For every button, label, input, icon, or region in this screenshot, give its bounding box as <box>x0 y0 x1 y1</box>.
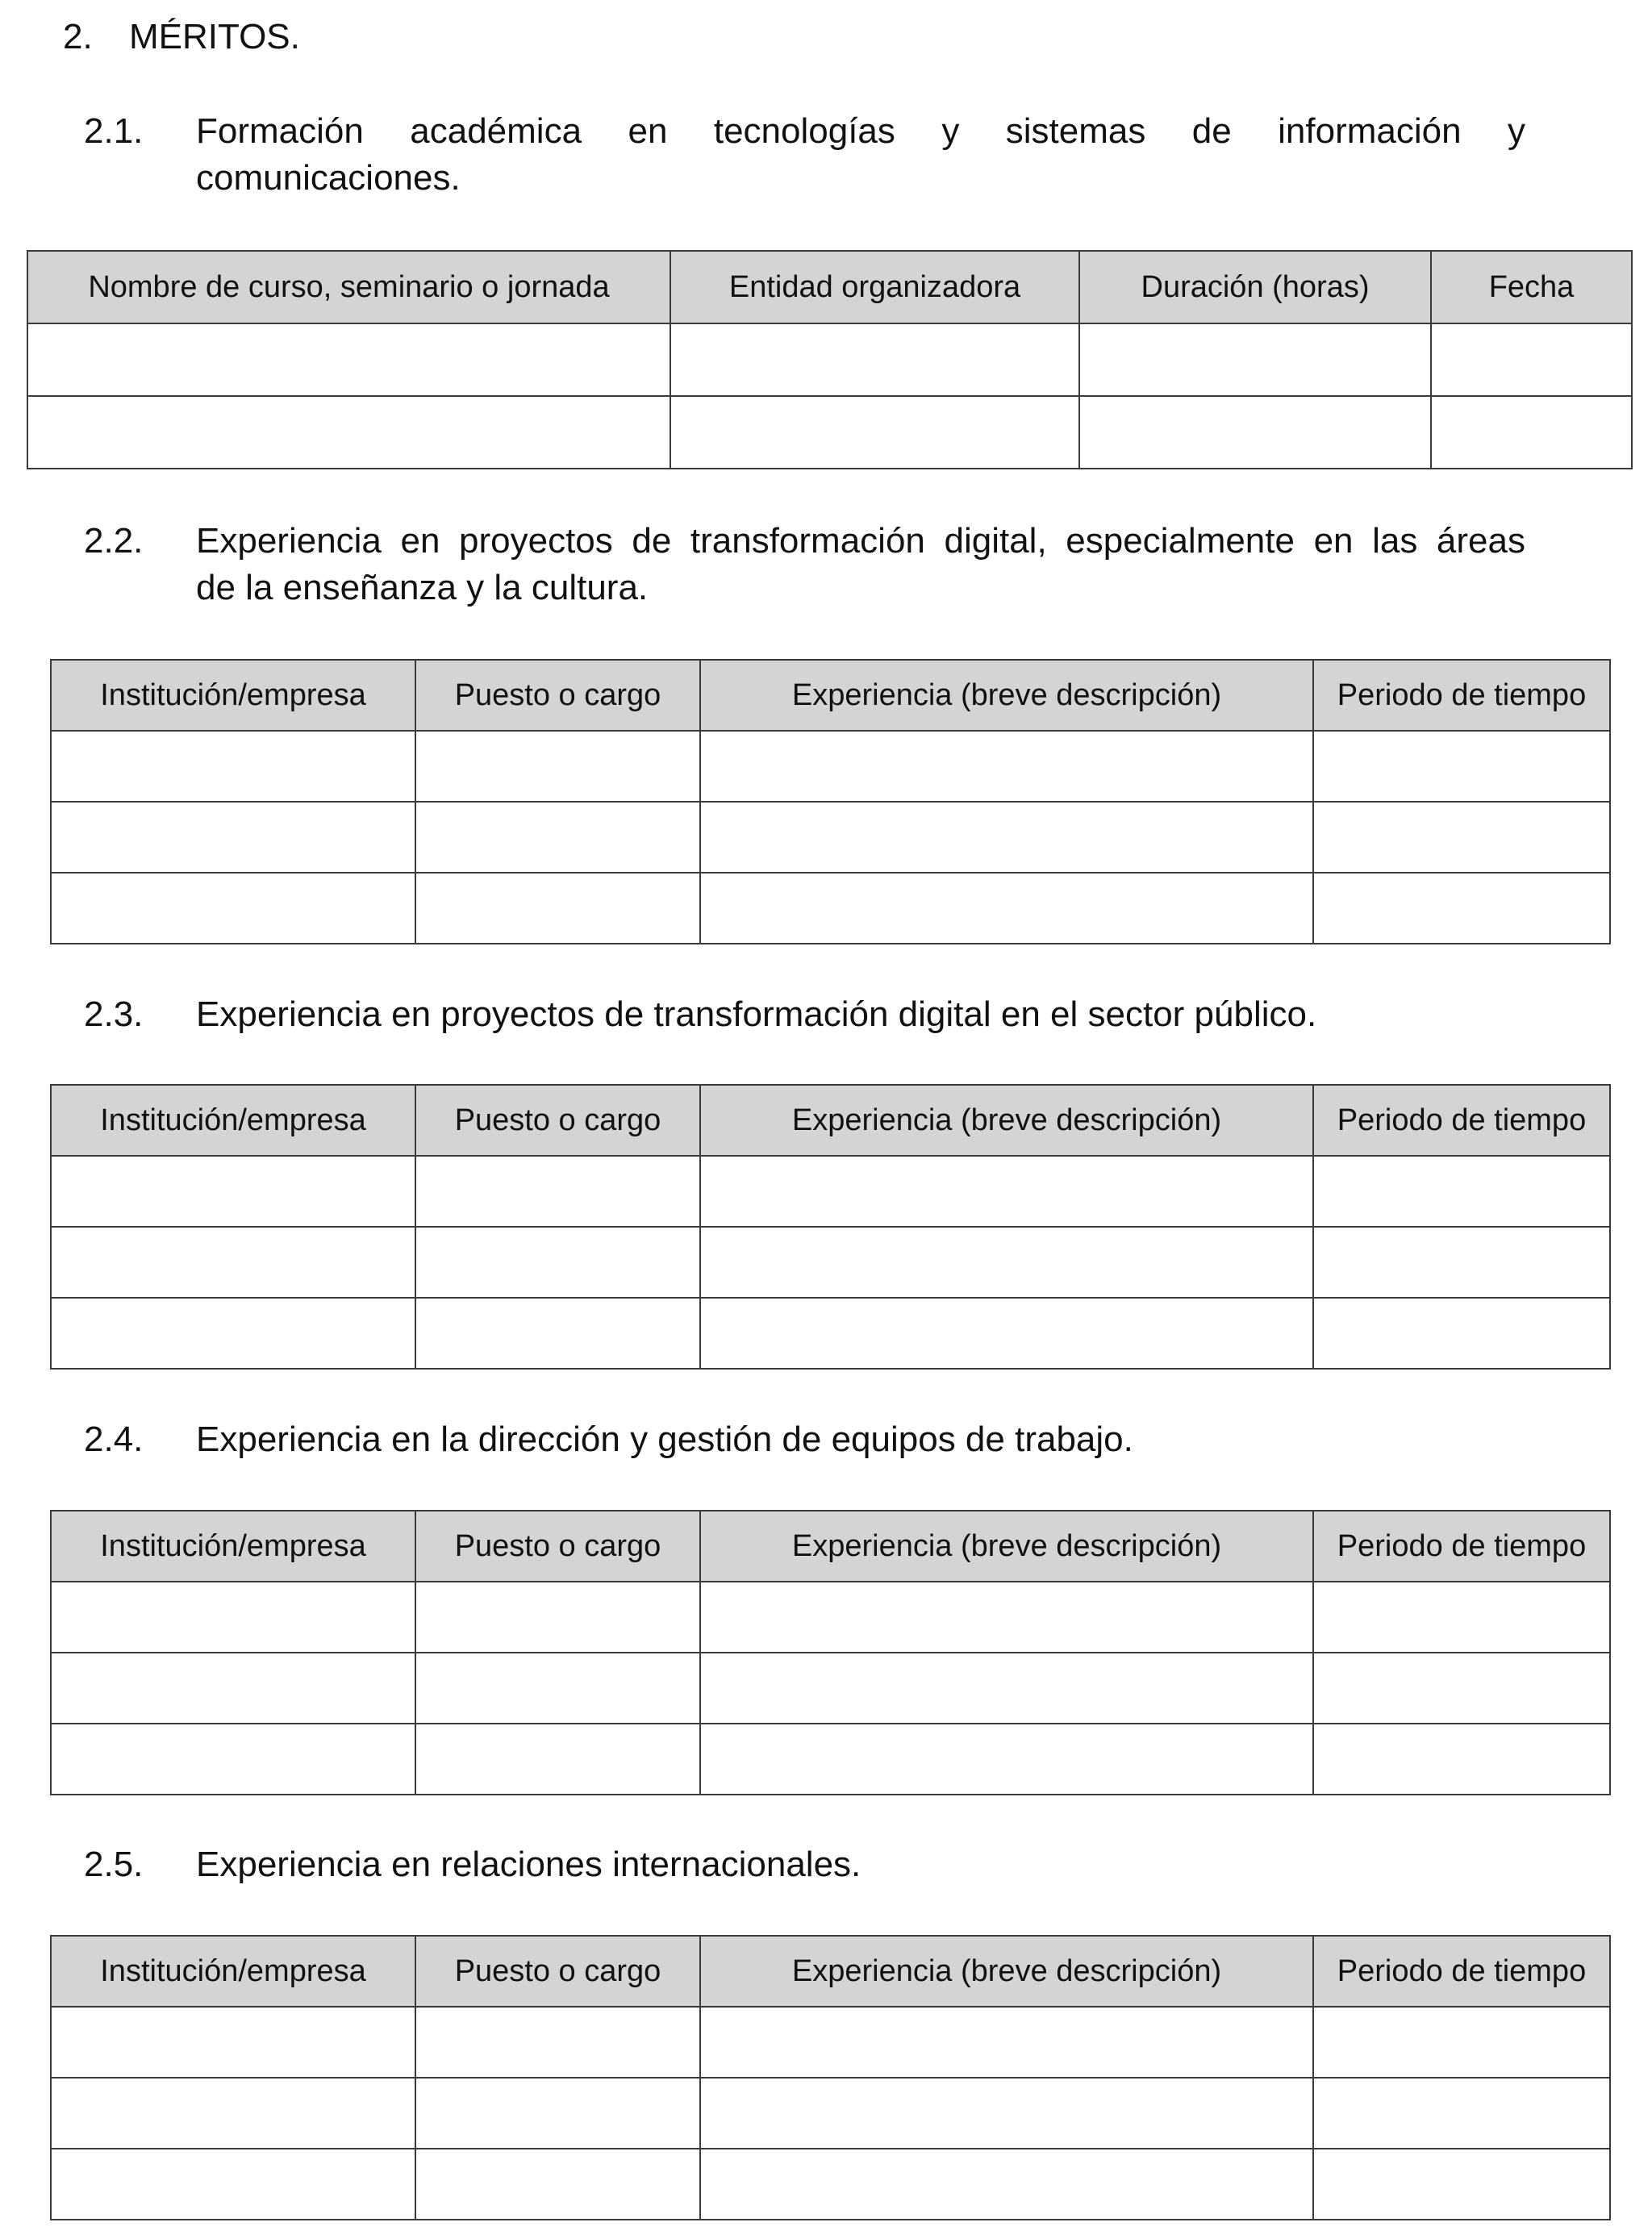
experience-table <box>50 659 1611 944</box>
subsection-heading: Experiencia en la dirección y gestión de equipos de trabajo. <box>196 1420 1133 1459</box>
table-cell[interactable] <box>1313 2078 1610 2149</box>
table-cell[interactable] <box>700 731 1313 802</box>
column-header-institution: Institución/empresa <box>51 1085 415 1156</box>
table-header-row <box>51 1085 1610 1156</box>
table-cell[interactable] <box>27 323 670 396</box>
table-cell[interactable] <box>1313 1156 1610 1227</box>
table-cell[interactable] <box>415 1582 700 1653</box>
column-header-institution: Institución/empresa <box>51 660 415 731</box>
table-cell[interactable] <box>1313 802 1610 873</box>
table-header-row <box>27 251 1632 323</box>
column-header-description: Experiencia (breve descripción) <box>700 1085 1313 1156</box>
table-cell[interactable] <box>670 396 1079 469</box>
subsection-number: 2.4. <box>84 1420 144 1459</box>
table-cell[interactable] <box>415 1724 700 1795</box>
subsection-heading <box>196 108 1525 202</box>
subsection-heading-line: Experiencia en proyectos de transformación digital, especialmente en las áreas <box>196 521 1525 561</box>
table-cell[interactable] <box>700 1298 1313 1369</box>
table-cell[interactable] <box>415 802 700 873</box>
table-row <box>51 802 1610 873</box>
column-header-position: Puesto o cargo <box>415 1511 700 1582</box>
subsection-number: 2.3. <box>84 994 144 1034</box>
table-row <box>51 1156 1610 1227</box>
table-cell[interactable] <box>1079 396 1431 469</box>
table-cell[interactable] <box>415 2007 700 2078</box>
table-cell[interactable] <box>27 396 670 469</box>
team-management-table <box>50 1510 1611 1795</box>
table-cell[interactable] <box>700 2078 1313 2149</box>
table-cell[interactable] <box>1313 2007 1610 2078</box>
table-cell[interactable] <box>51 731 415 802</box>
table-cell[interactable] <box>1079 323 1431 396</box>
table-cell[interactable] <box>51 2149 415 2220</box>
table-row <box>51 1298 1610 1369</box>
section-number: 2. <box>63 17 93 56</box>
table-row <box>51 873 1610 944</box>
table-cell[interactable] <box>51 2007 415 2078</box>
table-row <box>51 1582 1610 1653</box>
column-header-period: Periodo de tiempo <box>1313 1511 1610 1582</box>
column-header-position: Puesto o cargo <box>415 660 700 731</box>
table-cell[interactable] <box>700 1724 1313 1795</box>
table-header-row <box>51 1511 1610 1582</box>
subsection-heading: Experiencia en proyectos de transformación digital en el sector público. <box>196 994 1317 1034</box>
column-header-date: Fecha <box>1431 251 1632 323</box>
table-cell[interactable] <box>51 873 415 944</box>
column-header-description: Experiencia (breve descripción) <box>700 660 1313 731</box>
table-cell[interactable] <box>670 323 1079 396</box>
table-cell[interactable] <box>700 1582 1313 1653</box>
table-header-row <box>51 660 1610 731</box>
subsection-heading-line: comunicaciones. <box>196 158 461 198</box>
table-cell[interactable] <box>1431 396 1632 469</box>
subsection-heading-line: Formación académica en tecnologías y sistemas de información y <box>196 111 1525 151</box>
column-header-organizer: Entidad organizadora <box>670 251 1079 323</box>
table-row <box>51 2149 1610 2220</box>
table-cell[interactable] <box>51 1653 415 1724</box>
table-cell[interactable] <box>700 802 1313 873</box>
column-header-position: Puesto o cargo <box>415 1085 700 1156</box>
table-header-row <box>51 1936 1610 2007</box>
column-header-course-name: Nombre de curso, seminario o jornada <box>27 251 670 323</box>
public-sector-table <box>50 1084 1611 1370</box>
table-cell[interactable] <box>1313 2149 1610 2220</box>
table-cell[interactable] <box>700 1653 1313 1724</box>
column-header-description: Experiencia (breve descripción) <box>700 1511 1313 1582</box>
training-table <box>27 250 1633 469</box>
table-cell[interactable] <box>700 1227 1313 1298</box>
section-title: MÉRITOS. <box>129 17 300 56</box>
table-row <box>51 1227 1610 1298</box>
table-cell[interactable] <box>1313 1227 1610 1298</box>
table-row <box>51 1724 1610 1795</box>
table-cell[interactable] <box>700 1156 1313 1227</box>
column-header-period: Periodo de tiempo <box>1313 1085 1610 1156</box>
column-header-period: Periodo de tiempo <box>1313 660 1610 731</box>
table-cell[interactable] <box>51 1298 415 1369</box>
table-row <box>51 2007 1610 2078</box>
subsection-number: 2.5. <box>84 1845 144 1884</box>
table-cell[interactable] <box>1313 1298 1610 1369</box>
table-cell[interactable] <box>415 2078 700 2149</box>
table-row <box>27 396 1632 469</box>
table-row <box>51 2078 1610 2149</box>
international-relations-table <box>50 1935 1611 2220</box>
table-cell[interactable] <box>700 873 1313 944</box>
subsection-number: 2.1. <box>84 111 144 151</box>
subsection-heading-line: de la enseñanza y la cultura. <box>196 568 649 607</box>
table-cell[interactable] <box>415 1298 700 1369</box>
column-header-institution: Institución/empresa <box>51 1936 415 2007</box>
column-header-institution: Institución/empresa <box>51 1511 415 1582</box>
table-cell[interactable] <box>1431 323 1632 396</box>
table-cell[interactable] <box>1313 873 1610 944</box>
table-cell[interactable] <box>700 2149 1313 2220</box>
table-cell[interactable] <box>415 1156 700 1227</box>
table-cell[interactable] <box>51 1724 415 1795</box>
table-cell[interactable] <box>1313 1653 1610 1724</box>
table-cell[interactable] <box>1313 1582 1610 1653</box>
table-cell[interactable] <box>415 873 700 944</box>
table-cell[interactable] <box>1313 731 1610 802</box>
table-cell[interactable] <box>51 802 415 873</box>
subsection-number: 2.2. <box>84 521 144 561</box>
table-cell[interactable] <box>415 1227 700 1298</box>
table-cell[interactable] <box>415 731 700 802</box>
table-row <box>51 731 1610 802</box>
column-header-description: Experiencia (breve descripción) <box>700 1936 1313 2007</box>
table-row <box>51 1653 1610 1724</box>
subsection-heading <box>196 518 1525 611</box>
column-header-position: Puesto o cargo <box>415 1936 700 2007</box>
column-header-period: Periodo de tiempo <box>1313 1936 1610 2007</box>
table-cell[interactable] <box>51 1227 415 1298</box>
table-cell[interactable] <box>51 1582 415 1653</box>
table-row <box>27 323 1632 396</box>
table-cell[interactable] <box>1313 1724 1610 1795</box>
table-cell[interactable] <box>415 1653 700 1724</box>
table-cell[interactable] <box>415 2149 700 2220</box>
table-cell[interactable] <box>700 2007 1313 2078</box>
column-header-duration: Duración (horas) <box>1079 251 1431 323</box>
table-cell[interactable] <box>51 2078 415 2149</box>
table-cell[interactable] <box>51 1156 415 1227</box>
subsection-heading: Experiencia en relaciones internacionales. <box>196 1845 861 1884</box>
